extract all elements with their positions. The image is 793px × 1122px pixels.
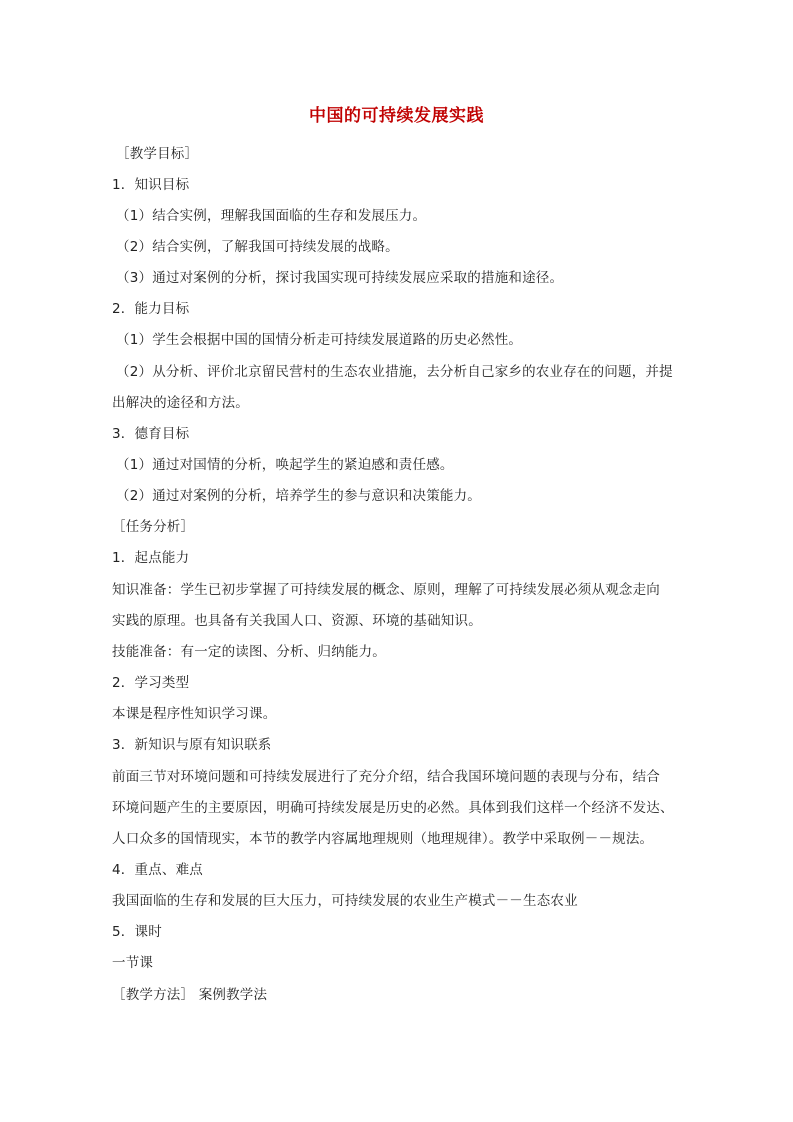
text-line: 技能准备：有一定的读图、分析、归纳能力。 bbox=[112, 644, 386, 660]
text-line: 一节课 bbox=[112, 955, 154, 971]
document-title: 中国的可持续发展实践 bbox=[309, 106, 484, 126]
section-heading-task-analysis: ［任务分析］ bbox=[112, 519, 195, 535]
text-line: （1）通过对国情的分析，唤起学生的紧迫感和责任感。 bbox=[116, 457, 454, 473]
text-line: 知识准备：学生已初步掌握了可持续发展的概念、原则，理解了可持续发展必须从观念走向 bbox=[112, 582, 660, 598]
text-line: （2）从分析、评价北京留民营村的生态农业措施，去分析自己家乡的农业存在的问题，并提 bbox=[116, 364, 673, 380]
subheading-ability-goals: 2．能力目标 bbox=[112, 301, 190, 317]
subheading-key-points: 4．重点、难点 bbox=[112, 862, 203, 878]
subheading-class-hours: 5．课时 bbox=[112, 924, 162, 940]
text-line: 人口众多的国情现实，本节的教学内容属地理规则（地理规律）。教学中采取例－－规法。 bbox=[112, 831, 654, 847]
text-line: （2）结合实例，了解我国可持续发展的战略。 bbox=[116, 239, 399, 255]
subheading-starting-ability: 1．起点能力 bbox=[112, 550, 190, 566]
subheading-knowledge-link: 3．新知识与原有知识联系 bbox=[112, 737, 272, 753]
section-heading-teaching-goals: ［教学目标］ bbox=[116, 146, 199, 162]
section-heading-teaching-method: ［教学方法］ 案例教学法 bbox=[112, 987, 268, 1003]
text-line: 环境问题产生的主要原因，明确可持续发展是历史的必然。具体到我们这样一个经济不发达、 bbox=[112, 800, 674, 816]
text-line: （3）通过对案例的分析，探讨我国实现可持续发展应采取的措施和途径。 bbox=[116, 270, 564, 286]
text-line: 前面三节对环境问题和可持续发展进行了充分介绍，结合我国环境问题的表现与分布，结合 bbox=[112, 769, 660, 785]
text-line: 出解决的途径和方法。 bbox=[112, 395, 249, 411]
text-line: 我国面临的生存和发展的巨大压力，可持续发展的农业生产模式－－生态农业 bbox=[112, 893, 578, 909]
text-line: 本课是程序性知识学习课。 bbox=[112, 706, 277, 722]
text-line: 实践的原理。也具备有关我国人口、资源、环境的基础知识。 bbox=[112, 613, 482, 629]
subheading-moral-goals: 3．德育目标 bbox=[112, 426, 190, 442]
text-line: （1）学生会根据中国的国情分析走可持续发展道路的历史必然性。 bbox=[116, 332, 523, 348]
subheading-learning-type: 2．学习类型 bbox=[112, 675, 190, 691]
text-line: （2）通过对案例的分析，培养学生的参与意识和决策能力。 bbox=[116, 488, 481, 504]
text-line: （1）结合实例，理解我国面临的生存和发展压力。 bbox=[116, 208, 427, 224]
subheading-knowledge-goals: 1．知识目标 bbox=[112, 177, 190, 193]
